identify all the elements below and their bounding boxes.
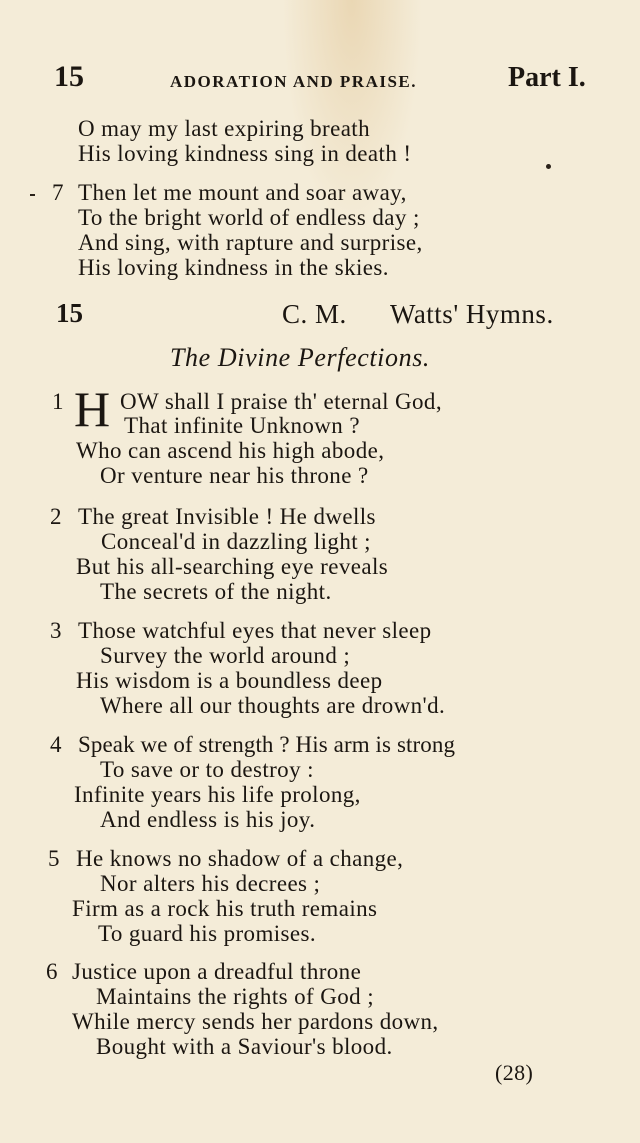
stanza-number: 1: [52, 389, 64, 414]
part-label: Part I.: [508, 62, 586, 93]
stanza-2-line-2: Conceal'd in dazzling light ;: [101, 529, 371, 554]
stanza-number: 5: [48, 846, 60, 871]
stanza-5-line-4: To guard his promises.: [98, 921, 317, 946]
stanza-3-line-4: Where all our thoughts are drown'd.: [100, 693, 446, 718]
prev-stanza7-line-1: Then let me mount and soar away,: [78, 180, 407, 205]
stanza-4-line-4: And endless is his joy.: [100, 807, 316, 832]
stanza-1-line-1: OW shall I praise th' eternal God,: [120, 389, 442, 414]
stanza-5-line-3: Firm as a rock his truth remains: [72, 896, 378, 921]
drop-cap: H: [74, 381, 111, 437]
stanza-6-line-1: Justice upon a dreadful throne: [72, 959, 362, 984]
hymn-source: Watts' Hymns.: [390, 299, 554, 329]
stanza-6-line-2: Maintains the rights of God ;: [96, 984, 374, 1009]
stanza-1-line-2: That infinite Unknown ?: [124, 413, 360, 438]
signature-mark: (28): [495, 1060, 534, 1085]
running-head: ADORATION AND PRAISE.: [170, 72, 418, 91]
stanza-1-line-4: Or venture near his throne ?: [100, 463, 369, 488]
stanza-number: 6: [46, 959, 58, 984]
stanza-2-line-1: The great Invisible ! He dwells: [78, 504, 376, 529]
stanza-number: 7: [52, 180, 64, 205]
stanza-3-line-3: His wisdom is a boundless deep: [76, 668, 383, 693]
stanza-4-line-1: Speak we of strength ? His arm is strong: [78, 732, 456, 757]
prev-stanza7-line-4: His loving kindness in the skies.: [78, 255, 389, 280]
hymn-meter: C. M.: [282, 299, 347, 329]
ink-speck: [546, 164, 551, 169]
ink-dash: [30, 194, 35, 196]
stanza-5-line-1: He knows no shadow of a change,: [76, 846, 404, 871]
stanza-1-line-3: Who can ascend his high abode,: [76, 438, 385, 463]
prev-stanza7-line-3: And sing, with rapture and surprise,: [78, 230, 423, 255]
prev-stanza7-line-2: To the bright world of endless day ;: [78, 205, 420, 230]
prev-line-1: O may my last expiring breath: [78, 116, 371, 141]
stanza-number: 4: [50, 732, 62, 757]
hymn-title: The Divine Perfections.: [170, 343, 431, 372]
stanza-6-line-3: While mercy sends her pardons down,: [72, 1009, 439, 1034]
stanza-4-line-2: To save or to destroy :: [100, 757, 314, 782]
stanza-5-line-2: Nor alters his decrees ;: [100, 871, 321, 896]
stanza-4-line-3: Infinite years his life prolong,: [74, 782, 361, 807]
stanza-2-line-4: The secrets of the night.: [100, 579, 332, 604]
stanza-3-line-1: Those watchful eyes that never sleep: [78, 618, 432, 643]
stanza-2-line-3: But his all-searching eye reveals: [76, 554, 389, 579]
stanza-number: 3: [50, 618, 62, 643]
hymn-number: 15: [56, 298, 83, 328]
stanza-6-line-4: Bought with a Saviour's blood.: [96, 1034, 393, 1059]
prev-line-2: His loving kindness sing in death !: [78, 141, 412, 166]
stanza-3-line-2: Survey the world around ;: [100, 643, 351, 668]
stanza-number: 2: [50, 504, 62, 529]
page-number: 15: [54, 60, 84, 93]
